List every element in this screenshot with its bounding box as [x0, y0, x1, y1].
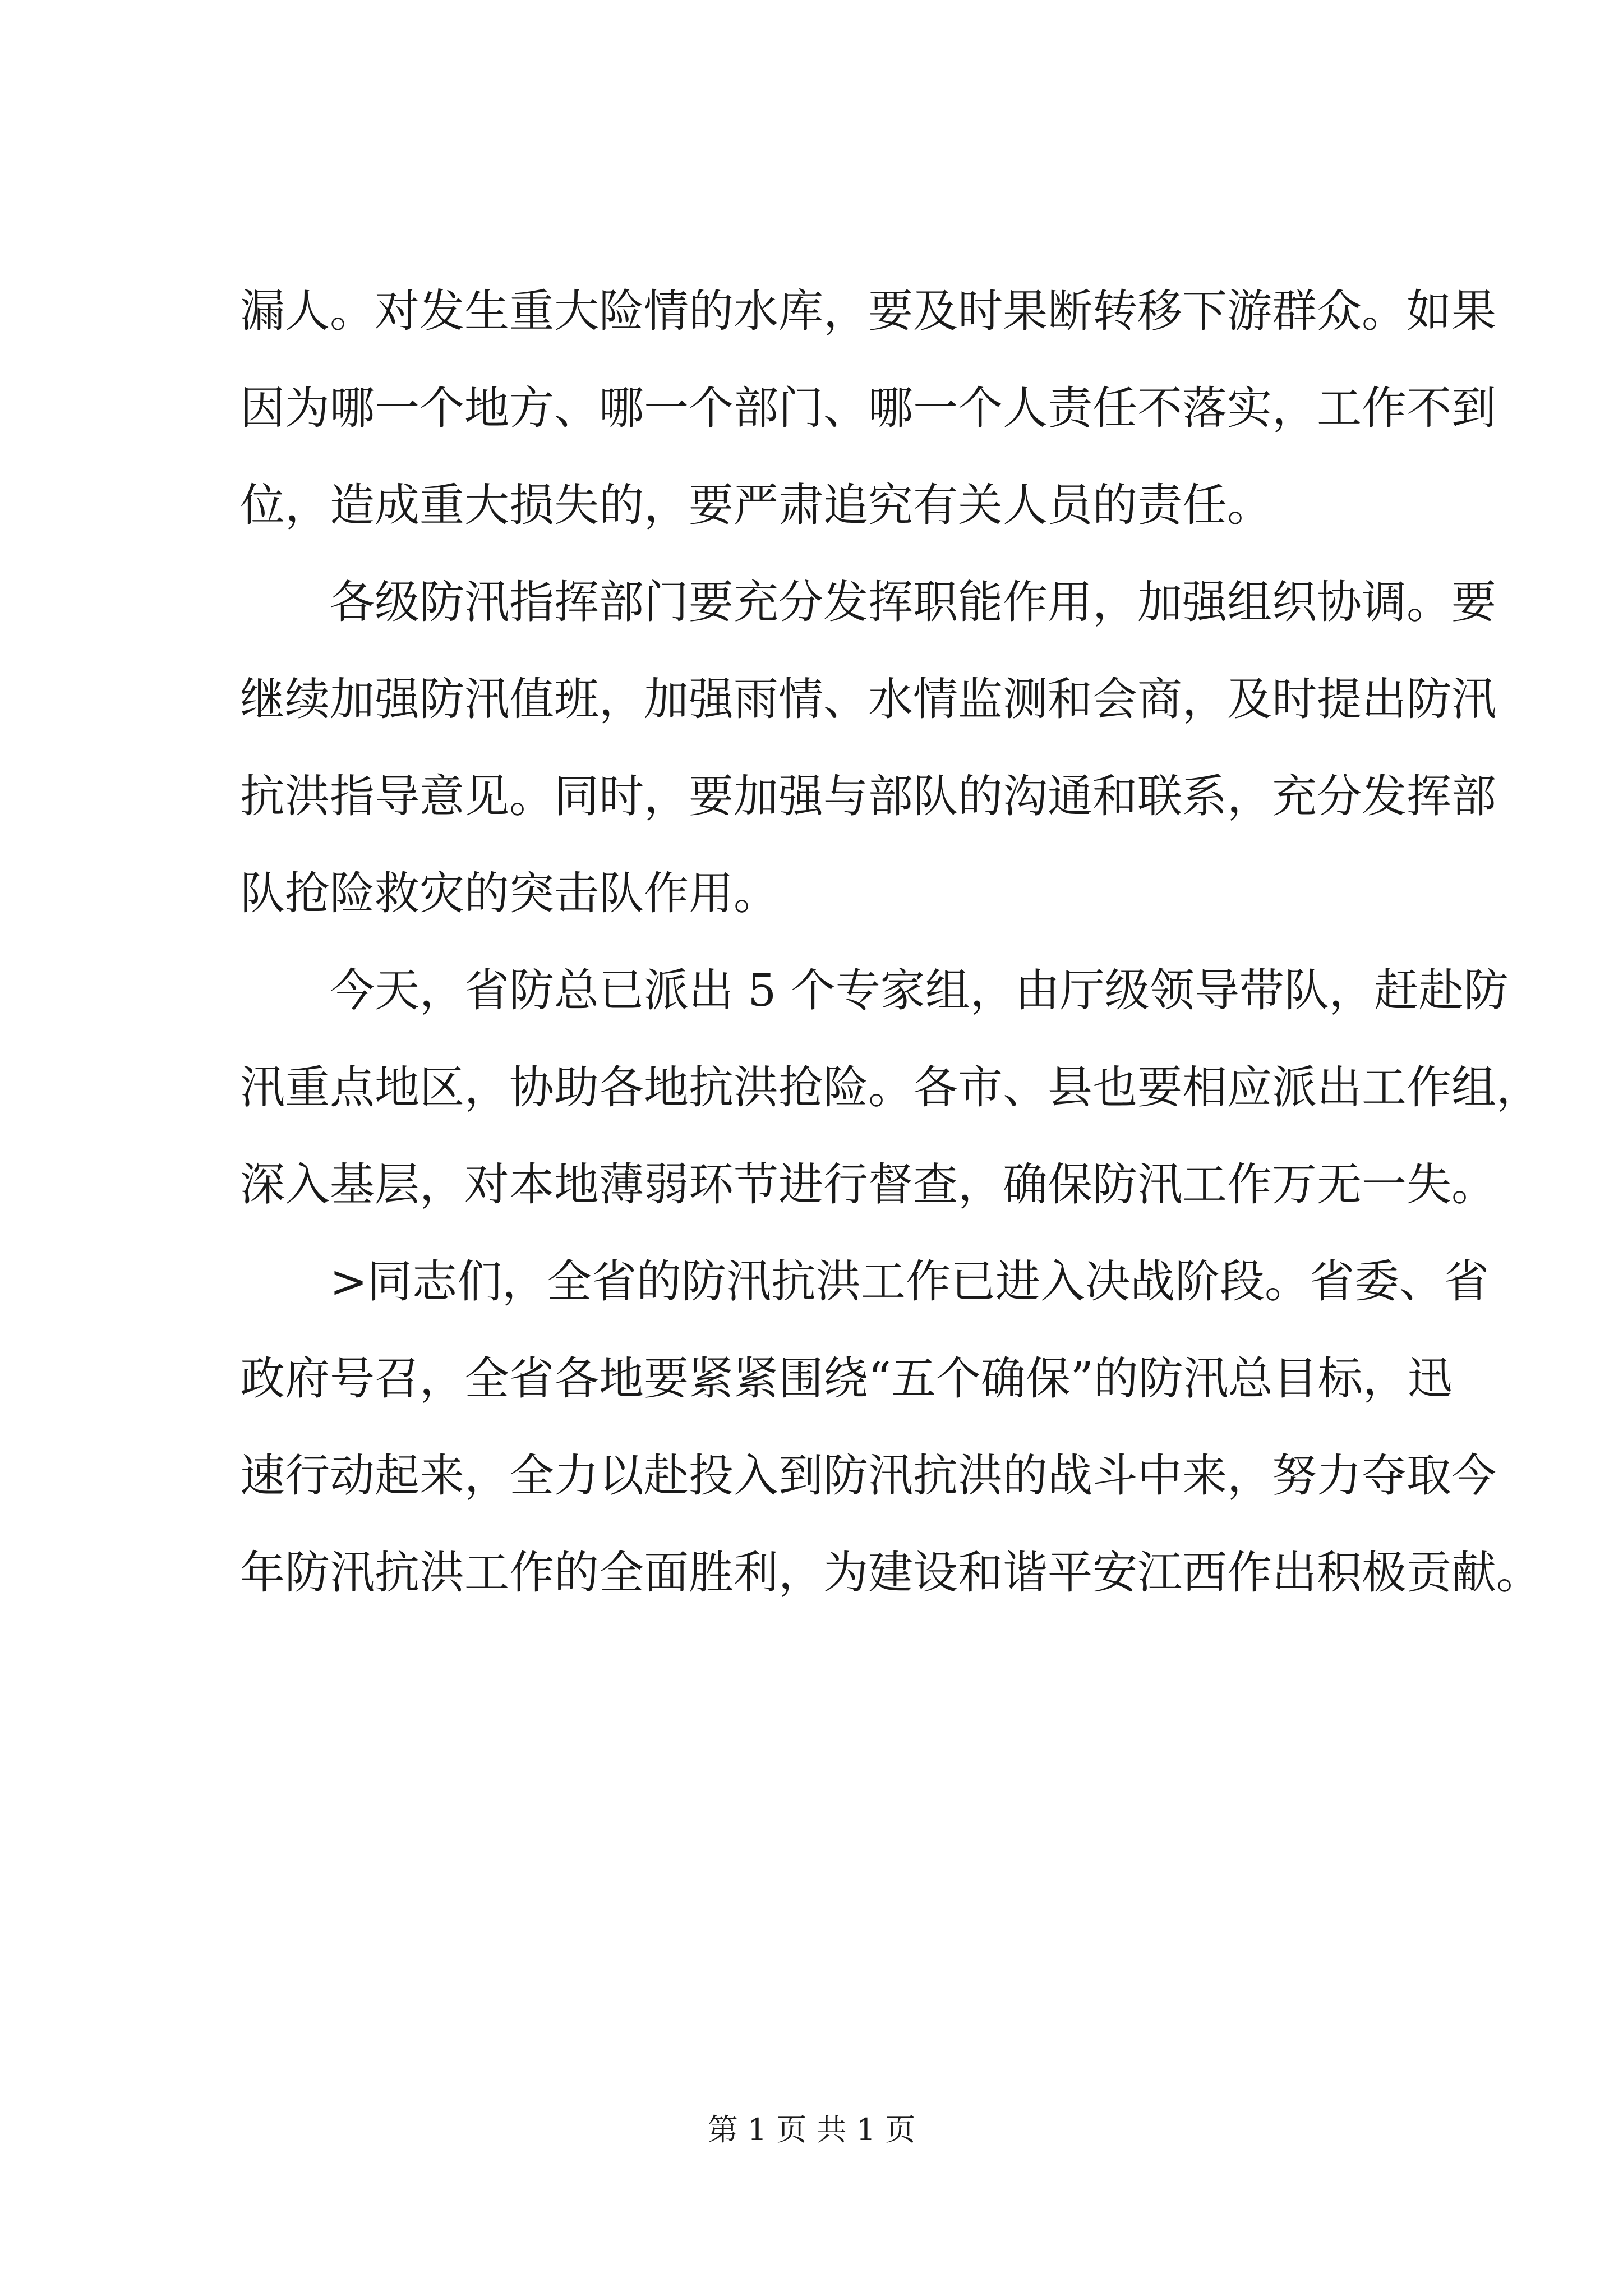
paragraph-2	[240, 554, 1496, 942]
text-line: 深入基层，对本地薄弱环节进行督查，确保防汛工作万无一失。	[240, 1158, 1496, 1211]
text-line: 今天，省防总已派出 5 个专家组，由厅级领导带队，赶赴防	[330, 964, 1509, 1016]
text-line: 年防汛抗洪工作的全面胜利，为建设和谐平安江西作出积极贡献。	[240, 1547, 1541, 1599]
text-line: 位，造成重大损失的，要严肃追究有关人员的责任。	[240, 479, 1272, 531]
paragraph-1	[240, 263, 1496, 554]
paragraph-3	[240, 942, 1541, 1233]
text-line: 各级防汛指挥部门要充分发挥职能作用，加强组织协调。要	[330, 576, 1496, 628]
paragraph-4	[240, 1233, 1541, 1621]
text-line: 因为哪一个地方、哪一个部门、哪一个人责任不落实，工作不到	[240, 382, 1496, 434]
text-line: 速行动起来，全力以赴投入到防汛抗洪的战斗中来，努力夺取今	[240, 1450, 1496, 1502]
document-body	[240, 263, 1541, 1621]
text-line: 继续加强防汛值班，加强雨情、水情监测和会商，及时提出防汛	[240, 673, 1496, 725]
page-number-label: 第 1 页 共 1 页	[707, 2112, 916, 2147]
page-footer	[0, 2110, 1623, 2150]
text-line: 队抢险救灾的突击队作用。	[240, 867, 778, 919]
text-line: >同志们，全省的防汛抗洪工作已进入决战阶段。省委、省	[330, 1255, 1490, 1308]
text-line: 政府号召，全省各地要紧紧围绕“五个确保”的防汛总目标，迅	[240, 1352, 1453, 1405]
text-line: 抗洪指导意见。同时，要加强与部队的沟通和联系，充分发挥部	[240, 770, 1496, 822]
text-line: 汛重点地区，协助各地抗洪抢险。各市、县也要相应派出工作组，	[240, 1061, 1541, 1114]
text-line: 漏人。对发生重大险情的水库，要及时果断转移下游群众。如果	[240, 285, 1496, 337]
